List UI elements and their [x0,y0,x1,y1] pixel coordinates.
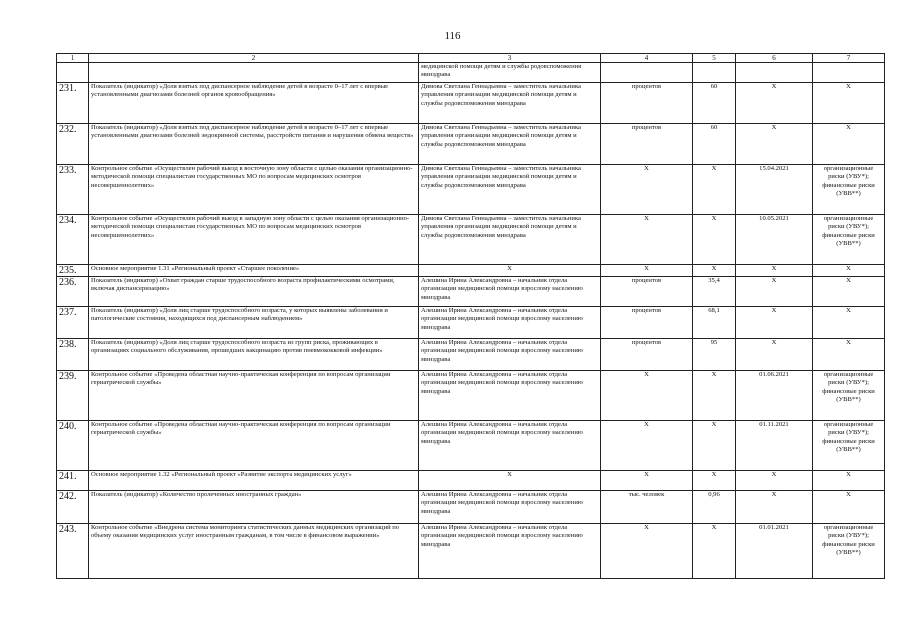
header-cell: 2 [89,54,419,63]
header-cell: 4 [601,54,693,63]
row-description: Контрольное событие «Проведена областная научно-практическая конференция по вопросам организации гериатрической службы» [89,371,419,421]
row-date: X [736,339,813,371]
row-unit: процентов [601,307,693,339]
row-number: 236. [57,277,89,307]
row-value: X [693,421,736,471]
row-description: Основное мероприятие 1.32 «Региональный проект «Развитие экспорта медицинских услуг» [89,471,419,491]
row-unit: X [601,371,693,421]
row-number: 242. [57,491,89,524]
row-responsible: Алешина Ирина Александровна – начальник отдела организации медицинской помощи взрослому населению минздрава [419,371,601,421]
row-number: 233. [57,165,89,215]
row-description: Показатель (индикатор) «Охват граждан старше трудоспособного возраста профилактическими осмотрами, включая диспансеризацию» [89,277,419,307]
row-description: Показатель (индикатор) «Доля взятых под диспансерное наблюдение детей в возрасте 0–17 лет с впервые установленными диагнозами болезней эндокринной системы, расстройств питания и нарушения обмена веществ» [89,124,419,165]
row-description: Показатель (индикатор) «Количество пролеченных иностранных граждан» [89,491,419,524]
row-risk: X [813,124,885,165]
header-row [57,54,885,63]
row-description: Основное мероприятие 1.31 «Региональный проект «Старшее поколение» [89,265,419,277]
header-cell: 1 [57,54,89,63]
row-value: X [693,265,736,277]
row-number: 238. [57,339,89,371]
header-cell: 5 [693,54,736,63]
row-responsible: Алешина Ирина Александровна – начальник отдела организации медицинской помощи взрослому населению минздрава [419,277,601,307]
row-responsible: Димова Светлана Геннадьевна – заместитель начальника управления организации медицинской помощи детям и службы родовспоможения минздрава [419,83,601,124]
row-value: 35,4 [693,277,736,307]
row-description: Контрольное событие «Осуществлен рабочий выезд в западную зону области с целью оказания организационно-методической помощи специалистам государственных МО по вопросам медицинских осмотров несовершеннолетних» [89,215,419,265]
row-unit: X [601,471,693,491]
row-number: 231. [57,83,89,124]
row-unit: тыс. человек [601,491,693,524]
row-date: 01.11.2021 [736,421,813,471]
row-number: 237. [57,307,89,339]
row-number: 239. [57,371,89,421]
table-row [57,165,885,215]
row-number: 234. [57,215,89,265]
row-description: Показатель (индикатор) «Доля лиц старше трудоспособного возраста из групп риска, проживающих в организациях социального обслуживания, прошедших вакцинацию против пневмококковой инфекции» [89,339,419,371]
header-cell: 7 [813,54,885,63]
row-description: Контрольное событие «Внедрена система мониторинга статистических данных медицинских организаций по объему оказания медицинских услуг иностранным гражданам, в том числе в финансовом выражении» [89,524,419,579]
row-risk: организационные риски (УВУ*); финансовые риски (УВВ**) [813,215,885,265]
row-responsible: Димова Светлана Геннадьевна – заместитель начальника управления организации медицинской помощи детям и службы родовспоможения минздрава [419,165,601,215]
row-value: 60 [693,124,736,165]
row-risk: X [813,265,885,277]
row-responsible: Алешина Ирина Александровна – начальник отдела организации медицинской помощи взрослому населению минздрава [419,307,601,339]
row-responsible: медицинской помощи детям и службы родовспоможения минздрава [419,63,601,83]
row-date: 15.04.2021 [736,165,813,215]
row-risk: X [813,307,885,339]
row-description: Показатель (индикатор) «Доля лиц старше трудоспособного возраста, у которых выявлены заболевания и патологические состояния, находящихся под диспансерным наблюдением» [89,307,419,339]
table-row [57,471,885,491]
row-unit: X [601,265,693,277]
table-row [57,371,885,421]
row-date: X [736,277,813,307]
row-value: X [693,371,736,421]
row-unit: X [601,165,693,215]
row-date: 10.05.2021 [736,215,813,265]
table-row [57,421,885,471]
row-responsible: Алешина Ирина Александровна – начальник отдела организации медицинской помощи взрослому населению минздрава [419,421,601,471]
row-date: X [736,471,813,491]
row-description: Контрольное событие «Проведена областная научно-практическая конференция по вопросам организации гериатрической службы» [89,421,419,471]
row-risk: X [813,339,885,371]
row-value [693,63,736,83]
row-unit: процентов [601,124,693,165]
page-number: 116 [444,30,461,42]
row-value: 60 [693,83,736,124]
row-date: 01.06.2021 [736,371,813,421]
row-responsible: Димова Светлана Геннадьевна – заместитель начальника управления организации медицинской помощи детям и службы родовспоможения минздрава [419,215,601,265]
header-cell: 6 [736,54,813,63]
row-risk: X [813,83,885,124]
row-value: X [693,215,736,265]
row-value: 95 [693,339,736,371]
row-date: X [736,265,813,277]
table-row [57,83,885,124]
row-unit [601,63,693,83]
row-value: 0,96 [693,491,736,524]
table-row [57,215,885,265]
row-responsible: Димова Светлана Геннадьевна – заместитель начальника управления организации медицинской помощи детям и службы родовспоможения минздрава [419,124,601,165]
row-date: 01.01.2021 [736,524,813,579]
table-row [57,491,885,524]
row-description [89,63,419,83]
row-risk: организационные риски (УВУ*); финансовые риски (УВВ**) [813,165,885,215]
row-risk: X [813,277,885,307]
table-row [57,524,885,579]
row-responsible: Алешина Ирина Александровна – начальник отдела организации медицинской помощи взрослому населению минздрава [419,524,601,579]
row-date: X [736,307,813,339]
row-value: X [693,165,736,215]
row-date [736,63,813,83]
row-description: Показатель (индикатор) «Доля взятых под диспансерное наблюдение детей в возрасте 0–17 лет с впервые установленными диагнозами болезней органов кровообращения» [89,83,419,124]
row-date: X [736,124,813,165]
row-number: 243. [57,524,89,579]
row-unit: X [601,524,693,579]
row-risk: организационные риски (УВУ*); финансовые риски (УВВ**) [813,524,885,579]
row-unit: X [601,215,693,265]
row-description: Контрольное событие «Осуществлен рабочий выезд в восточную зону области с целью оказания организационно-методической помощи специалистам государственных МО по вопросам медицинских осмотров несовершеннолетних» [89,165,419,215]
continuation-row [57,63,885,83]
row-unit: процентов [601,83,693,124]
row-responsible: X [419,265,601,277]
row-responsible: Алешина Ирина Александровна – начальник отдела организации медицинской помощи взрослому населению минздрава [419,491,601,524]
row-date: X [736,83,813,124]
row-risk: X [813,491,885,524]
row-number: 235. [57,265,89,277]
table-row [57,307,885,339]
table-row [57,277,885,307]
row-risk: X [813,471,885,491]
row-number [57,63,89,83]
row-unit: процентов [601,339,693,371]
header-cell: 3 [419,54,601,63]
table-row [57,124,885,165]
row-number: 241. [57,471,89,491]
row-unit: процентов [601,277,693,307]
row-value: X [693,471,736,491]
row-value: X [693,524,736,579]
row-risk: организационные риски (УВУ*); финансовые риски (УВВ**) [813,371,885,421]
row-number: 232. [57,124,89,165]
row-risk [813,63,885,83]
row-responsible: X [419,471,601,491]
row-number: 240. [57,421,89,471]
row-date: X [736,491,813,524]
table-row [57,339,885,371]
table-row [57,265,885,277]
plan-table [56,53,885,579]
row-risk: организационные риски (УВУ*); финансовые риски (УВВ**) [813,421,885,471]
row-responsible: Алешина Ирина Александровна – начальник отдела организации медицинской помощи взрослому населению минздрава [419,339,601,371]
row-unit: X [601,421,693,471]
row-value: 68,1 [693,307,736,339]
